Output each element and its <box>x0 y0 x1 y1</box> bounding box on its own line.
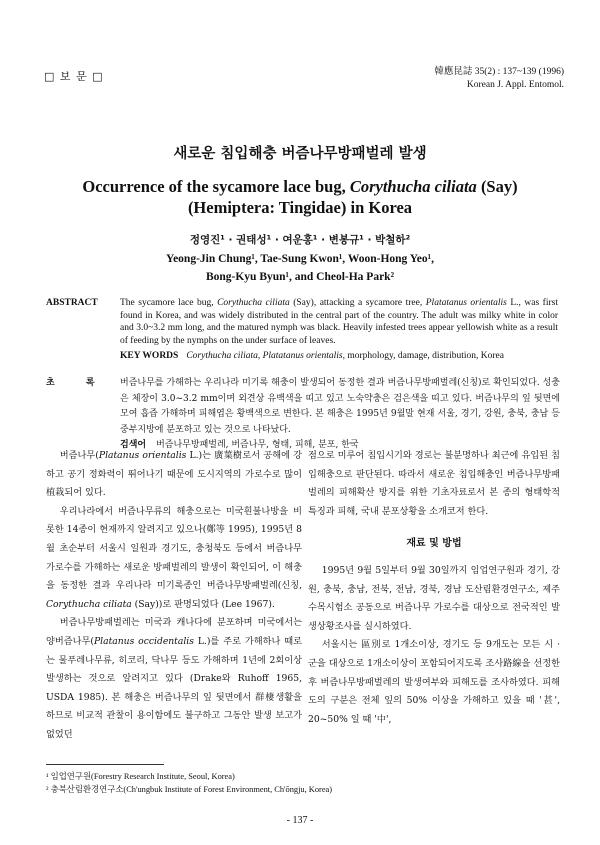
korean-keywords: 검색어 버즘나무방패벌레, 버즘나무, 형태, 피해, 분포, 한국 <box>120 440 359 450</box>
abstract-label: ABSTRACT <box>46 298 98 308</box>
authors-korean: 정영진¹ · 권태성¹ · 여운홍¹ · 변봉규¹ · 박철하² <box>189 234 411 246</box>
body-right-column <box>308 447 560 729</box>
section-heading-methods: 재료 및 방법 <box>406 538 462 550</box>
korean-abstract-body: 버즘나무를 가해하는 우리나라 미기록 해충이 발생되어 동정한 결과 버즘나무방패벌레(신칭)로 확인되었다. 성충은 체장이 3.0~3.2 mm이며 외견상 유백색을 띠고 있고 노숙약충은 검은색을 띠고 있다. 버즘나무의 잎 뒷면에 모여 흡즙 가해하며 피해엽은 황백색으로 변한다. 본 해충은 1995년 9월말 현재 서울, 경기, 강원, 충북, 충남 등 중부지방에 분포하고 있는 것으로 나타났다. <box>120 378 560 435</box>
title-korean: 새로운 침입해충 버즘나무방패벌레 발생 <box>173 146 427 162</box>
journal-name: Korean J. Appl. Entomol. <box>466 80 564 90</box>
footnote-2: ² 충북산림환경연구소(Ch'ungbuk Institute of Forest Environment, Ch'ŏngju, Korea) <box>46 785 333 794</box>
paragraph: 점으로 미루어 침입시기와 경로는 불분명하나 최근에 유입된 침입해충으로 판단된다. 따라서 새로운 침입해충인 버즘나무방패벌레의 피해확산 방지를 위한 기초자료로서 본 종의 형태학적 특징과 피해, 국내 분포상황을 소개코저 한다. <box>308 450 560 517</box>
journal-citation: 韓應昆誌 35(2) : 137~139 (1996) <box>434 67 564 77</box>
footnote-1: ¹ 임업연구원(Forestry Research Institute, Seoul, Korea) <box>46 772 235 781</box>
authors-english-line2: Bong-Kyu Byun¹, and Cheol-Ha Park² <box>205 271 395 283</box>
title-english-line2: (Hemiptera: Tingidae) in Korea <box>187 198 413 217</box>
korean-keywords-label: 검색어 <box>120 440 147 450</box>
title-english-line1: Occurrence of the sycamore lace bug, Corythucha ciliata (Say) <box>82 177 518 196</box>
page-number: - 137 - <box>286 815 314 826</box>
authors-english <box>120 250 480 286</box>
journal-reference <box>434 66 564 92</box>
abstract-body: The sycamore lace bug, Corythucha ciliata (Say), attacking a sycamore tree, Platatanus orientalis L., was first found in Korea, and was widely distributed in the central part of the country. The adult was milky white in color and 3.0~3.2 mm long, and the matured nymph was black. Heavily infested trees appear yellowish white as a result of feeding by the nymphs on the under surface of leaves. <box>120 298 558 346</box>
paragraph: 버즘나무(Platanus orientalis L.)는 廣葉樹로서 공해에 강하고 공기 정화력이 뛰어나기 때문에 도시지역의 가로수로 많이 植栽되어 있다. <box>46 450 302 499</box>
paragraph: 서울시는 區別로 1개소이상, 경기도 등 9개도는 모든 시 · 군을 대상으로 1개소이상이 포함되어지도록 조사路線을 선정한 후 버즘나무방패벌레의 발생여부와 피해도를 조사하였다. 피해도의 구분은 전체 잎의 50% 이상을 가해하고 있을 때 '甚', 20~50% 일 때 '中', <box>308 639 560 725</box>
section-tag: □ 보 문 □ <box>44 70 104 83</box>
keywords-label: KEY WORDS <box>120 351 179 361</box>
paragraph: 버즘나무방패벌레는 미국과 캐나다에 분포하며 미국에서는 양버즘나무(Platanus occidentalis L.)를 주로 가해하나 때로는 물푸레나무류, 히코리, 닥나무 등도 가해하며 1년에 2회이상 발생하는 것으로 알려지고 있다 (Drake와 Ruhoff 1965, USDA 1985). 본 해충은 버즘나무의 잎 뒷면에서 群棲생활을 하므로 비교적 관찰이 용이함에도 불구하고 그동안 발생 보고가 없었던 <box>46 617 302 740</box>
korean-abstract-label: 초 록 <box>46 378 109 388</box>
title-species-name: Corythucha ciliata <box>349 177 477 196</box>
keywords: KEY WORDS Corythucha ciliata, Platatanus orientalis, morphology, damage, distribution, Korea <box>120 351 504 361</box>
body-left-column <box>46 447 302 745</box>
paragraph: 1995년 9월 5일부터 9월 30일까지 임업연구원과 경기, 강원, 충북, 충남, 전북, 전남, 경북, 경남 도산림환경연구소, 제주 수목시험소 공동으로 버즘나무 가로수를 대상으로 전국적인 발생상황조사를 실시하였다. <box>308 564 560 632</box>
paragraph: 우리나라에서 버즘나무류의 해충으로는 미국흰불나방을 비롯한 14종이 현재까지 알려지고 있으나(鄭等 1995), 1995년 8월 초순부터 서울시 일원과 경기도, 충청북도 등에서 버즘나무 가로수를 가해하는 새로운 방패벌레의 발생이 확인되어, 이 해충을 동정한 결과 우리나라 미기록종인 버즘나무방패벌레(신칭, Corythucha ciliata (Say))로 판명되었다 (Lee 1967). <box>46 505 302 610</box>
footnotes <box>46 770 566 796</box>
authors-english-line1: Yeong-Jin Chung¹, Tae-Sung Kwon¹, Woon-Hong Yeo¹, <box>166 253 434 265</box>
footnote-divider <box>46 764 164 765</box>
title-english <box>60 176 540 218</box>
